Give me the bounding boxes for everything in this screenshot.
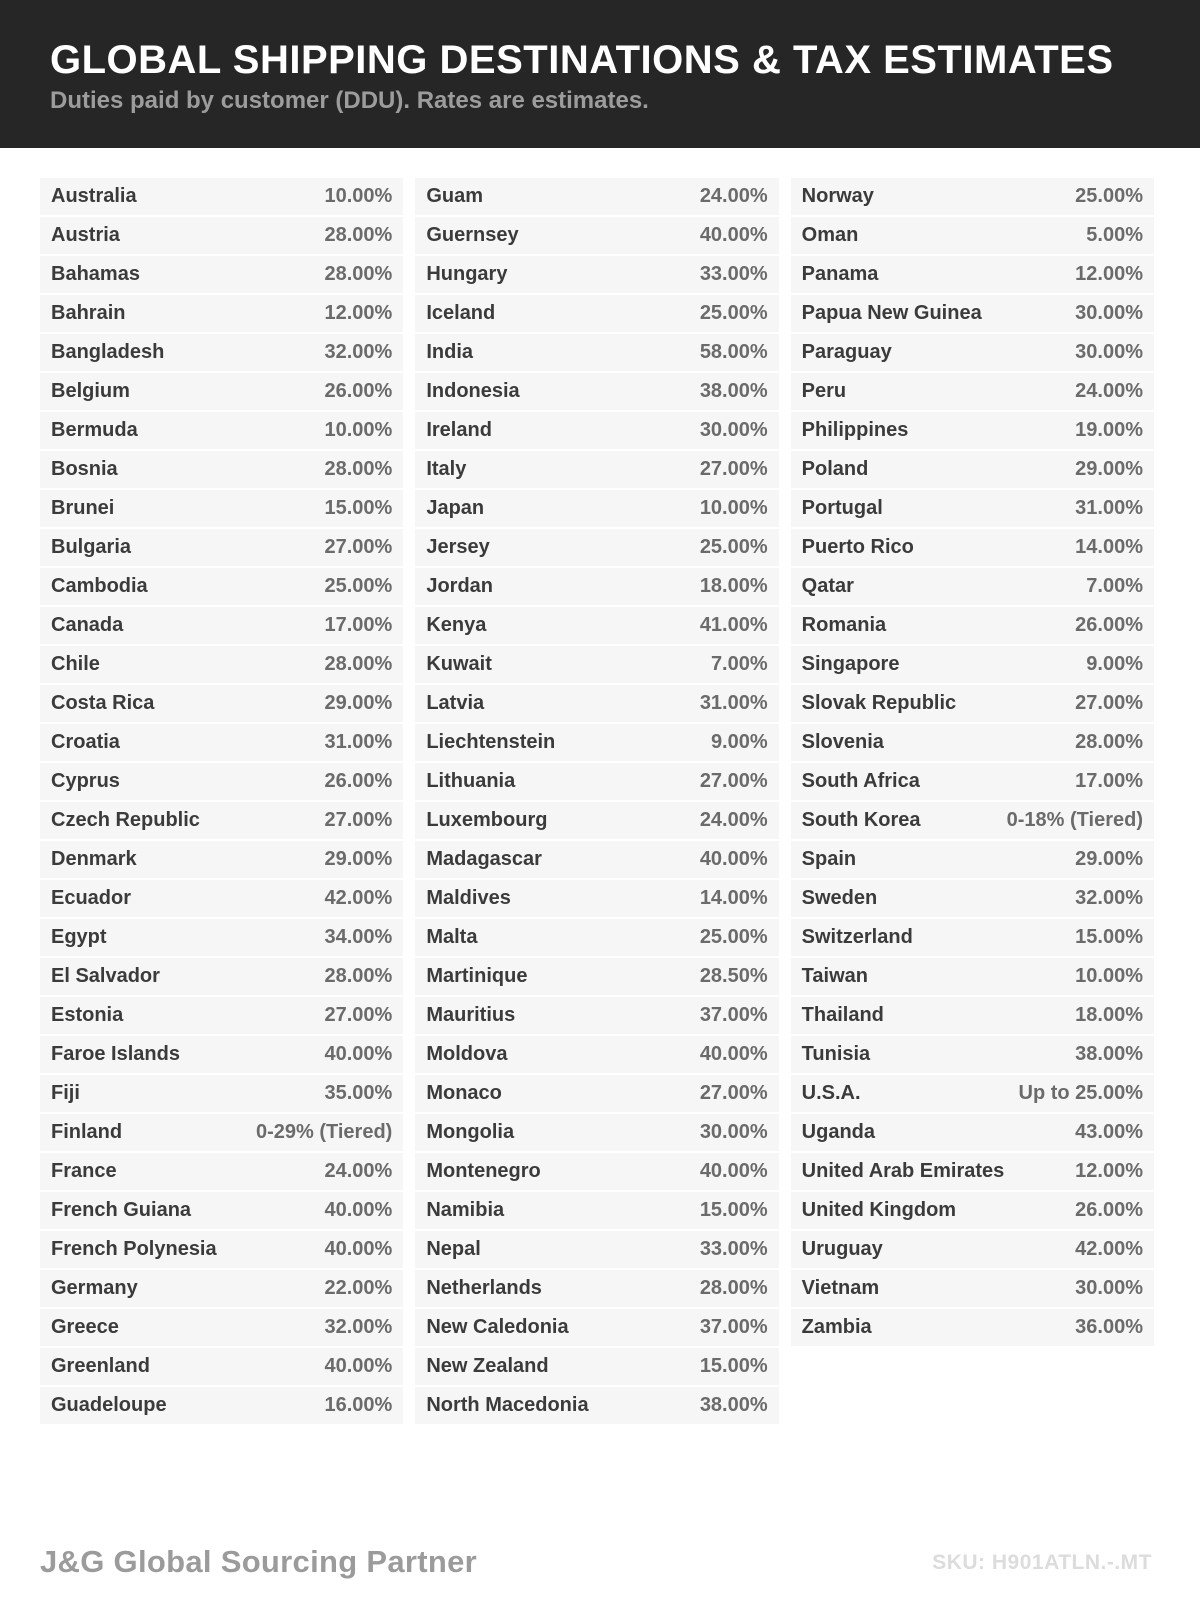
table-row (415, 1231, 778, 1268)
country-name: Guam (426, 185, 484, 207)
table-row (415, 1270, 778, 1307)
tax-rate: 28.00% (324, 653, 393, 675)
table-row (40, 646, 403, 683)
tax-rate: 25.00% (324, 575, 393, 597)
table-row (40, 412, 403, 449)
tax-rate: 37.00% (699, 1316, 768, 1338)
table-row (40, 373, 403, 410)
country-name: Mongolia (426, 1121, 515, 1143)
tax-rate: 10.00% (324, 185, 393, 207)
tax-rate: 29.00% (1075, 458, 1143, 480)
country-name: Namibia (426, 1199, 505, 1221)
tax-rate: 29.00% (324, 692, 393, 714)
tax-rate: 28.00% (1075, 731, 1143, 753)
country-name: Slovenia (801, 731, 884, 753)
table-row (415, 1036, 778, 1073)
table-row (40, 568, 403, 605)
tax-rate: 40.00% (699, 1043, 768, 1065)
table-row (415, 724, 778, 761)
table-row (415, 256, 778, 293)
tax-rate: 25.00% (1075, 185, 1143, 207)
country-name: Singapore (801, 653, 900, 675)
country-name: Lithuania (426, 770, 516, 792)
table-row (791, 568, 1154, 605)
country-name: Estonia (51, 1004, 124, 1026)
country-name: Peru (801, 380, 847, 402)
tax-rate: 41.00% (699, 614, 768, 636)
table-row (40, 217, 403, 254)
table-row (415, 646, 778, 683)
country-name: Norway (801, 185, 874, 207)
tax-rate: 24.00% (699, 185, 768, 207)
table-row (791, 529, 1154, 566)
country-name: Sweden (801, 887, 878, 909)
tax-rate: 43.00% (1075, 1121, 1143, 1143)
tax-rate: 26.00% (1075, 1199, 1143, 1221)
tax-rate: 33.00% (699, 1238, 768, 1260)
tax-rate: 17.00% (324, 614, 393, 636)
table-row (791, 1114, 1154, 1151)
page-subtitle: Duties paid by customer (DDU). Rates are estimates. (50, 87, 649, 114)
country-name: Spain (801, 848, 857, 870)
tax-rate: 22.00% (324, 1277, 393, 1299)
country-name: Philippines (801, 419, 909, 441)
country-name: United Arab Emirates (801, 1160, 1005, 1182)
tax-rate: 5.00% (1086, 224, 1143, 246)
country-name: Bahrain (51, 302, 126, 324)
tax-rate: 15.00% (1075, 926, 1143, 948)
tax-rate: 28.00% (324, 263, 393, 285)
tax-rate: 27.00% (1075, 692, 1143, 714)
tax-rate: 40.00% (324, 1238, 393, 1260)
table-column-2 (415, 178, 778, 1424)
tax-rate: 18.00% (699, 575, 768, 597)
table-row (40, 1192, 403, 1229)
tax-rate: 40.00% (699, 224, 768, 246)
table-row (40, 997, 403, 1034)
table-row (415, 880, 778, 917)
table-row (40, 490, 403, 527)
country-name: Canada (51, 614, 124, 636)
country-name: Kuwait (426, 653, 492, 675)
table-row (791, 1270, 1154, 1307)
tax-rate: 32.00% (324, 1316, 393, 1338)
table-row (415, 412, 778, 449)
table-row (791, 1309, 1154, 1346)
tax-rate: 10.00% (699, 497, 768, 519)
country-name: Switzerland (801, 926, 913, 948)
country-name: Fiji (51, 1082, 80, 1104)
tax-rate: 15.00% (699, 1199, 768, 1221)
tax-rate: 12.00% (1075, 1160, 1143, 1182)
table-row (40, 880, 403, 917)
country-name: Netherlands (426, 1277, 542, 1299)
country-name: Moldova (426, 1043, 508, 1065)
table-row (415, 373, 778, 410)
tax-rate: 30.00% (1075, 302, 1143, 324)
table-row (40, 607, 403, 644)
table-row (415, 802, 778, 839)
table-row (415, 568, 778, 605)
tax-rate: 26.00% (1075, 614, 1143, 636)
tax-rate: 26.00% (324, 770, 393, 792)
tax-rate: 27.00% (324, 536, 393, 558)
country-name: Denmark (51, 848, 137, 870)
table-row (791, 1192, 1154, 1229)
tax-rate: 19.00% (1075, 419, 1143, 441)
tax-rate: 0-29% (Tiered) (255, 1121, 393, 1143)
country-name: Jordan (426, 575, 494, 597)
tax-rate: 28.50% (699, 965, 768, 987)
table-row (415, 1309, 778, 1346)
table-row (415, 529, 778, 566)
country-name: Madagascar (426, 848, 542, 870)
table-row (415, 451, 778, 488)
country-name: Taiwan (801, 965, 868, 987)
table-row (415, 685, 778, 722)
tax-rate: 33.00% (699, 263, 768, 285)
country-name: France (51, 1160, 117, 1182)
table-row (415, 997, 778, 1034)
country-name: Brunei (51, 497, 115, 519)
table-row (791, 685, 1154, 722)
country-name: Bahamas (51, 263, 140, 285)
table-row (791, 646, 1154, 683)
country-name: New Caledonia (426, 1316, 569, 1338)
tax-rate: 38.00% (1075, 1043, 1143, 1065)
table-row (791, 412, 1154, 449)
table-row (415, 1075, 778, 1112)
country-name: Puerto Rico (801, 536, 914, 558)
country-name: French Guiana (51, 1199, 192, 1221)
country-name: Costa Rica (51, 692, 155, 714)
tax-rate: 30.00% (699, 1121, 768, 1143)
tax-rate: 34.00% (324, 926, 393, 948)
country-name: New Zealand (426, 1355, 549, 1377)
table-row (415, 217, 778, 254)
table-row (40, 256, 403, 293)
country-name: Ecuador (51, 887, 132, 909)
table-row (40, 1309, 403, 1346)
tax-rate: 40.00% (324, 1355, 393, 1377)
tax-rate: 9.00% (710, 731, 768, 753)
table-row (415, 334, 778, 371)
table-row (40, 1075, 403, 1112)
country-name: Maldives (426, 887, 511, 909)
country-name: Uruguay (801, 1238, 883, 1260)
table-column-1 (40, 178, 403, 1424)
table-row (40, 1231, 403, 1268)
tax-rate: 40.00% (324, 1199, 393, 1221)
country-name: Slovak Republic (801, 692, 957, 714)
country-name: South Africa (801, 770, 920, 792)
country-name: India (426, 341, 473, 363)
table-row (40, 958, 403, 995)
tax-rate: 25.00% (699, 536, 768, 558)
table-row (40, 1036, 403, 1073)
tax-rate: 30.00% (1075, 341, 1143, 363)
tax-rate: 7.00% (1086, 575, 1143, 597)
country-name: Greenland (51, 1355, 150, 1377)
tax-rate: 28.00% (324, 458, 393, 480)
tax-rate: 28.00% (324, 224, 393, 246)
tax-rate: 31.00% (699, 692, 768, 714)
tax-rate: 15.00% (324, 497, 393, 519)
table-row (40, 451, 403, 488)
country-name: Monaco (426, 1082, 502, 1104)
tax-rate: 25.00% (699, 302, 768, 324)
tax-rate: 31.00% (1075, 497, 1143, 519)
country-name: Finland (51, 1121, 123, 1143)
country-name: Kenya (426, 614, 487, 636)
tax-rate: 40.00% (699, 1160, 768, 1182)
tax-rate: 27.00% (324, 1004, 393, 1026)
country-name: Latvia (426, 692, 485, 714)
tax-rate: 24.00% (324, 1160, 393, 1182)
tax-rate: 15.00% (699, 1355, 768, 1377)
country-name: Nepal (426, 1238, 481, 1260)
tax-rate: 10.00% (324, 419, 393, 441)
country-name: Qatar (801, 575, 854, 597)
tax-rate: 10.00% (1075, 965, 1143, 987)
table-row (40, 763, 403, 800)
table-row (791, 802, 1154, 839)
table-row (40, 529, 403, 566)
table-row (40, 1270, 403, 1307)
table-row (40, 1387, 403, 1424)
country-name: Greece (51, 1316, 119, 1338)
country-name: Bosnia (51, 458, 118, 480)
table-row (791, 841, 1154, 878)
table-row (415, 178, 778, 215)
table-row (40, 919, 403, 956)
table-row (40, 295, 403, 332)
table-row (791, 256, 1154, 293)
tax-rate: 32.00% (1075, 887, 1143, 909)
country-name: Papua New Guinea (801, 302, 982, 324)
page-title: GLOBAL SHIPPING DESTINATIONS & TAX ESTIMATES (50, 38, 1114, 82)
tax-rate: 0-18% (Tiered) (1006, 809, 1143, 831)
tax-rate: 42.00% (1075, 1238, 1143, 1260)
country-name: El Salvador (51, 965, 160, 987)
tax-rate: 29.00% (1075, 848, 1143, 870)
country-name: Guadeloupe (51, 1394, 167, 1416)
country-name: Martinique (426, 965, 528, 987)
table-row (415, 295, 778, 332)
tax-rate: 58.00% (699, 341, 768, 363)
table-row (415, 958, 778, 995)
country-name: North Macedonia (426, 1394, 589, 1416)
country-name: Mauritius (426, 1004, 516, 1026)
country-name: South Korea (801, 809, 921, 831)
table-row (415, 1114, 778, 1151)
country-name: Thailand (801, 1004, 884, 1026)
footer (40, 1544, 1152, 1580)
table-row (40, 1348, 403, 1385)
tax-rate: 30.00% (1075, 1277, 1143, 1299)
table-row (791, 217, 1154, 254)
table-row (791, 1231, 1154, 1268)
country-name: Japan (426, 497, 485, 519)
tax-rate: 32.00% (324, 341, 393, 363)
tax-rate: 36.00% (1075, 1316, 1143, 1338)
country-name: Egypt (51, 926, 107, 948)
table-row (791, 295, 1154, 332)
table-row (415, 1348, 778, 1385)
tax-rate: 9.00% (1086, 653, 1143, 675)
country-name: French Polynesia (51, 1238, 217, 1260)
tax-rate: 26.00% (324, 380, 393, 402)
table-row (415, 763, 778, 800)
tax-rate: 28.00% (699, 1277, 768, 1299)
table-column-3 (791, 178, 1154, 1346)
sku-label: SKU: H901ATLN.-.MT (932, 1551, 1152, 1574)
country-name: Bulgaria (51, 536, 132, 558)
tax-rate: 31.00% (324, 731, 393, 753)
country-name: United Kingdom (801, 1199, 957, 1221)
table-row (40, 1114, 403, 1151)
country-name: Belgium (51, 380, 130, 402)
table-row (791, 763, 1154, 800)
country-name: Chile (51, 653, 100, 675)
country-name: Luxembourg (426, 809, 548, 831)
tax-rate: 24.00% (1075, 380, 1143, 402)
table-row (415, 1192, 778, 1229)
country-name: Iceland (426, 302, 496, 324)
table-row (791, 880, 1154, 917)
table-row (791, 958, 1154, 995)
tax-rate: 38.00% (699, 380, 768, 402)
tax-rate: 35.00% (324, 1082, 393, 1104)
table-row (791, 451, 1154, 488)
table-row (40, 841, 403, 878)
country-name: Zambia (801, 1316, 872, 1338)
table-row (791, 1153, 1154, 1190)
tax-rate: 14.00% (1075, 536, 1143, 558)
tax-rate: 38.00% (699, 1394, 768, 1416)
tax-rate: 14.00% (699, 887, 768, 909)
country-name: Bangladesh (51, 341, 165, 363)
table-row (791, 724, 1154, 761)
table-row (40, 178, 403, 215)
country-name: Oman (801, 224, 859, 246)
country-name: Hungary (426, 263, 508, 285)
country-name: Liechtenstein (426, 731, 556, 753)
table-row (415, 607, 778, 644)
tax-rate: 17.00% (1075, 770, 1143, 792)
tax-rate: 40.00% (699, 848, 768, 870)
tax-rate: 28.00% (324, 965, 393, 987)
country-name: Croatia (51, 731, 120, 753)
tax-rate: 12.00% (1075, 263, 1143, 285)
country-name: Italy (426, 458, 467, 480)
country-name: Australia (51, 185, 137, 207)
country-name: Bermuda (51, 419, 138, 441)
country-name: Romania (801, 614, 887, 636)
table-row (415, 490, 778, 527)
table-row (791, 178, 1154, 215)
table-row (791, 373, 1154, 410)
brand-name: J&G Global Sourcing Partner (40, 1544, 478, 1579)
tax-rate: 25.00% (699, 926, 768, 948)
country-name: Tunisia (801, 1043, 871, 1065)
country-name: Cambodia (51, 575, 148, 597)
country-name: Ireland (426, 419, 492, 441)
table-row (791, 490, 1154, 527)
table-row (415, 1153, 778, 1190)
country-name: Indonesia (426, 380, 520, 402)
table-row (415, 841, 778, 878)
country-name: Cyprus (51, 770, 120, 792)
tax-rate: 30.00% (699, 419, 768, 441)
country-name: Jersey (426, 536, 490, 558)
tax-rate: 37.00% (699, 1004, 768, 1026)
table-row (791, 334, 1154, 371)
country-name: Vietnam (801, 1277, 880, 1299)
country-name: Malta (426, 926, 478, 948)
table-row (40, 1153, 403, 1190)
table-row (791, 607, 1154, 644)
table-row (40, 724, 403, 761)
table-row (791, 1036, 1154, 1073)
tax-rate-table (40, 178, 1154, 1424)
tax-rate: 18.00% (1075, 1004, 1143, 1026)
tax-rate: 40.00% (324, 1043, 393, 1065)
country-name: Montenegro (426, 1160, 541, 1182)
table-row (40, 802, 403, 839)
country-name: U.S.A. (801, 1082, 861, 1104)
tax-rate: 27.00% (324, 809, 393, 831)
country-name: Germany (51, 1277, 138, 1299)
country-name: Uganda (801, 1121, 875, 1143)
tax-rate: 42.00% (324, 887, 393, 909)
tax-rate: 12.00% (324, 302, 393, 324)
tax-rate: 24.00% (699, 809, 768, 831)
tax-rate: 7.00% (710, 653, 768, 675)
table-row (791, 919, 1154, 956)
tax-rate: 27.00% (699, 458, 768, 480)
tax-rate: 29.00% (324, 848, 393, 870)
table-row (40, 334, 403, 371)
country-name: Poland (801, 458, 869, 480)
country-name: Paraguay (801, 341, 892, 363)
tax-rate: Up to 25.00% (1018, 1082, 1143, 1104)
country-name: Portugal (801, 497, 883, 519)
table-row (791, 997, 1154, 1034)
country-name: Austria (51, 224, 120, 246)
tax-rate: 27.00% (699, 1082, 768, 1104)
country-name: Czech Republic (51, 809, 200, 831)
table-row (40, 685, 403, 722)
table-row (415, 919, 778, 956)
tax-rate: 16.00% (324, 1394, 393, 1416)
country-name: Guernsey (426, 224, 519, 246)
header-banner (0, 0, 1200, 148)
table-row (415, 1387, 778, 1424)
country-name: Faroe Islands (51, 1043, 180, 1065)
tax-rate: 27.00% (699, 770, 768, 792)
table-row (791, 1075, 1154, 1112)
country-name: Panama (801, 263, 879, 285)
